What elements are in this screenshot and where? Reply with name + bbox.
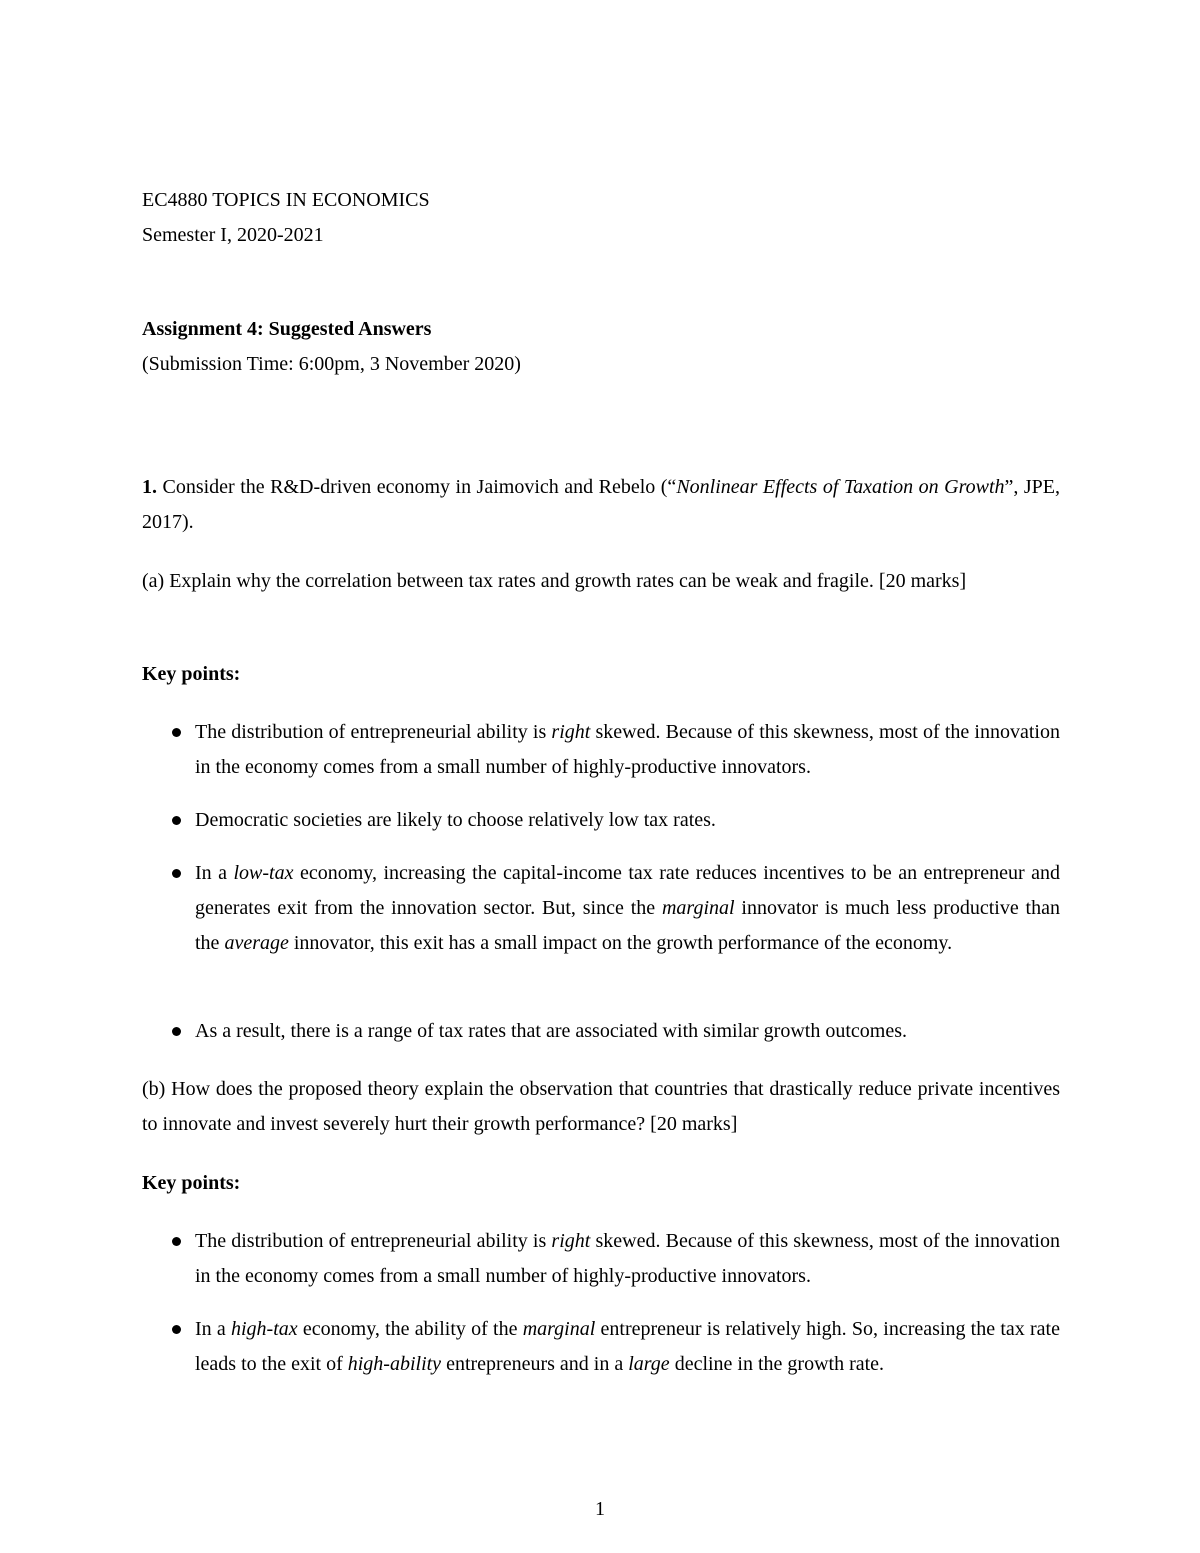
assignment-header: [142, 312, 1060, 382]
question-1-intro: [142, 470, 1060, 540]
part-a-key-points-heading: [142, 657, 1060, 692]
key-points-label: Key points:: [142, 1172, 241, 1194]
bullet-icon: [172, 816, 181, 825]
paper-title: Nonlinear Effects of Taxation on Growth: [676, 476, 1005, 498]
part-b-text: (b) How does the proposed theory explain the observation that countries that drastically reduce private incentives to innovate and invest severely hurt their growth performance? [20 marks]: [142, 1078, 1060, 1135]
key-points-label: Key points:: [142, 663, 241, 685]
bullet-text: As a result, there is a range of tax rates that are associated with similar growth outcomes.: [195, 1020, 907, 1042]
course-header: [142, 183, 1060, 253]
list-item: [142, 1014, 1060, 1049]
part-a-question: [142, 564, 1060, 599]
course-title: EC4880 TOPICS IN ECONOMICS: [142, 189, 430, 211]
bullet-icon: [172, 1027, 181, 1036]
question-intro-a: Consider the R&D-driven economy in Jaimovich and Rebelo (“: [162, 476, 677, 498]
bullet-icon: [172, 1325, 181, 1334]
semester-line: Semester I, 2020-2021: [142, 224, 324, 246]
bullet-text: The distribution of entrepreneurial ability is right skewed. Because of this skewness, most of the innovation in the economy comes from a small number of highly-productive innovators.: [195, 1230, 1060, 1287]
submission-time: (Submission Time: 6:00pm, 3 November 2020): [142, 353, 521, 375]
part-b-key-points-heading: [142, 1166, 1060, 1201]
list-item: [142, 1224, 1060, 1294]
part-a-text: (a) Explain why the correlation between tax rates and growth rates can be weak and fragile. [20 marks]: [142, 570, 967, 592]
list-item: [142, 1312, 1060, 1382]
question-intro-b: ”, JPE, 2017).: [142, 476, 1061, 533]
bullet-text: In a low-tax economy, increasing the capital-income tax rate reduces incentives to be an entrepreneur and generates exit from the innovation sector. But, since the marginal innovator is much less productive than the average innovator, this exit has a small impact on the growth performance of the economy.: [195, 862, 1060, 954]
bullet-icon: [172, 1237, 181, 1246]
question-1-text: [142, 470, 1060, 540]
assignment-title: Assignment 4: Suggested Answers: [142, 318, 432, 340]
list-item: [142, 856, 1060, 961]
list-item: [142, 803, 1060, 838]
list-item: [142, 715, 1060, 785]
part-b-question: [142, 1072, 1060, 1142]
page-number: 1: [595, 1498, 605, 1520]
bullet-text: Democratic societies are likely to choose relatively low tax rates.: [195, 809, 716, 831]
bullet-icon: [172, 869, 181, 878]
question-number: 1.: [142, 476, 157, 498]
bullet-text: In a high-tax economy, the ability of the marginal entrepreneur is relatively high. So, increasing the tax rate leads to the exit of high-ability entrepreneurs and in a large decline in the growth rate.: [195, 1318, 1060, 1375]
bullet-text: The distribution of entrepreneurial ability is right skewed. Because of this skewness, most of the innovation in the economy comes from a small number of highly-productive innovators.: [195, 721, 1060, 778]
bullet-icon: [172, 728, 181, 737]
